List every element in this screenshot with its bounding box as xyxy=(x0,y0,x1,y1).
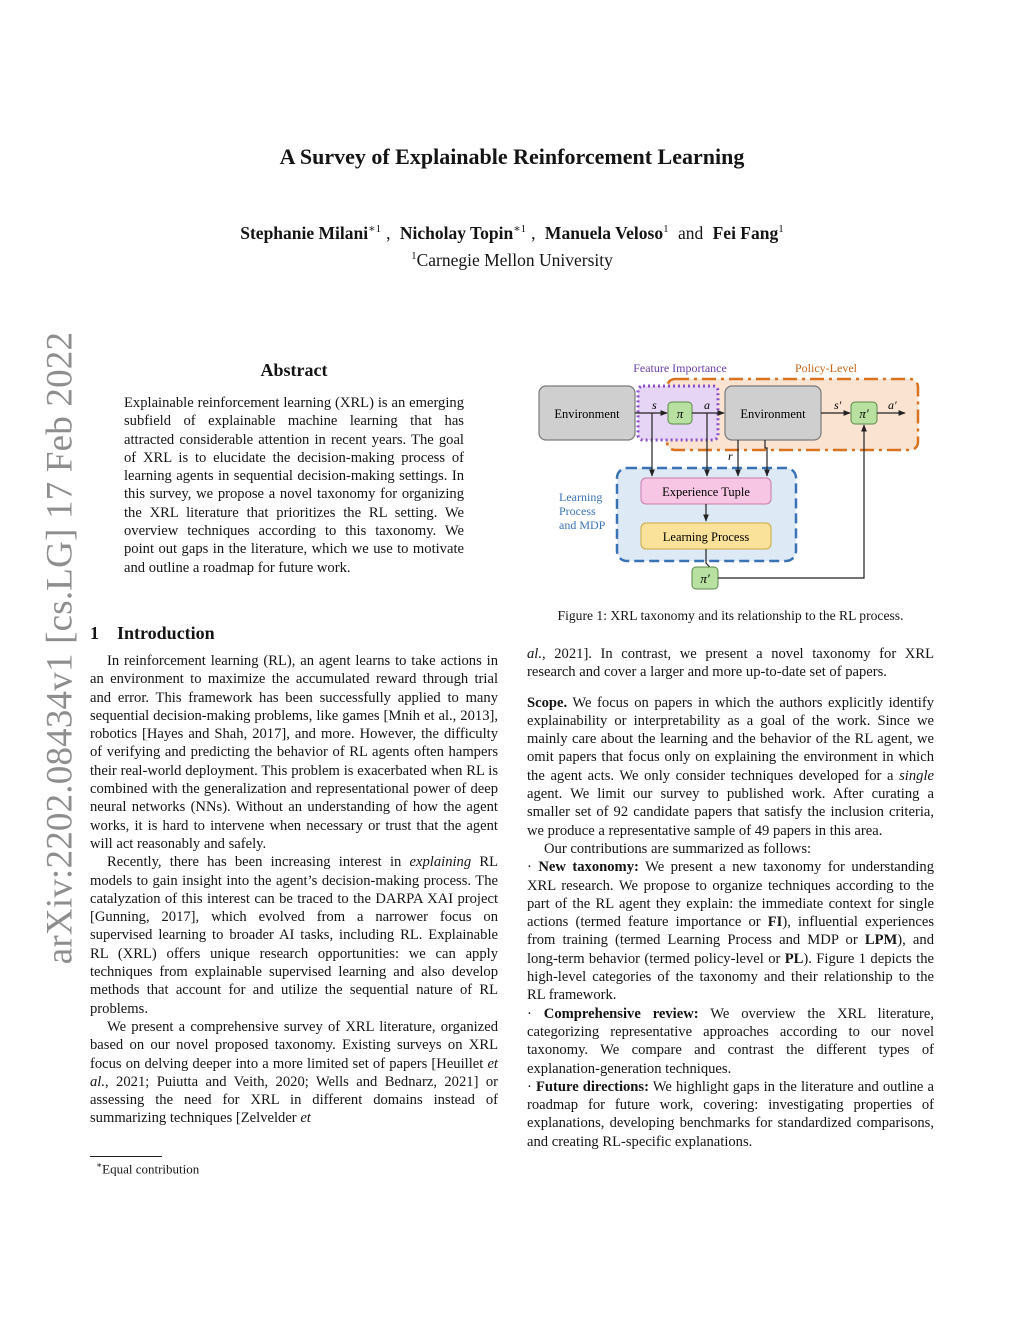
text-run: ). Figure 1 depicts the high-level categories of the taxonomy and their relationship to the RL framework. xyxy=(527,950,934,1004)
lpm-label-2: Process xyxy=(559,504,596,518)
scope-label: Scope. xyxy=(527,694,568,711)
author-name: Stephanie Milani xyxy=(240,222,369,243)
author-name: Fei Fang xyxy=(712,222,779,243)
experience-tuple-label: Experience Tuple xyxy=(662,485,750,499)
author-comma: , xyxy=(531,222,536,243)
text-run: We present a comprehensive survey of XRL literature, organized based on our novel proposed taxonomy. Existing surveys on XRL focus on delving deeper into a more limited set of papers [Heuillet xyxy=(90,1018,498,1072)
bullet-label: Future directions: xyxy=(535,1078,649,1095)
emphasis: et xyxy=(300,1110,311,1127)
emphasis: explaining xyxy=(409,854,472,871)
reward-label: r xyxy=(728,449,733,463)
text-run: ), and long-term behavior (termed policy-level or xyxy=(527,932,935,967)
affiliation-sup: 1 xyxy=(411,250,417,263)
bullet-item xyxy=(527,1078,934,1151)
next-action-label: a′ xyxy=(888,398,897,412)
section-number: 1 xyxy=(90,623,99,643)
taxonomy-figure xyxy=(527,352,934,602)
bullet-label: New taxonomy: xyxy=(538,859,639,876)
paragraph: In reinforcement learning (RL), an agent learns to take actions in an environment to maximize the accumulated reward through trial and error. This framework has been successfully applied to many sequential decision-making problems, like games [Mnih et al., 2013], robotics [Hayes and Shah, 2017], and more. However, the difficulty of verifying and predicting the behavior of RL agents often hampers their real-world deployment. This problem is exacerbated when RL is combined with the generalization and representational power of deep neural networks (NNs). Without an understanding of how the agent works, it is hard to intervene when necessary or trust that the agent will act reasonably and safely. xyxy=(90,653,498,852)
bold-term: PL xyxy=(784,950,804,967)
arxiv-identifier: arXiv:2202.08434v1 [cs.LG] 17 Feb 2022 xyxy=(39,331,81,965)
text-run: RL models to gain insight into the agent’s decision-making process. The catalyzation of this interest can be traced to the DARPA XAI project [Gunning, 2017], which evolved from a narrower focus on supervised learning to broader AI tasks, including RL. Explainable RL (XRL) offers unique research opportunities: we can apply techniques from explainable supervised learning and also develop methods that account for and utilize the sequential nature of RL problems. xyxy=(90,854,499,1017)
feature-importance-label: Feature Importance xyxy=(633,361,727,375)
text-run: , 2021; Puiutta and Veith, 2020; Wells and Bednarz, 2021] or assessing the need for XRL in different domains instead of summarizing techniques [Zelvelder xyxy=(90,1073,498,1127)
policy-symbol: π xyxy=(676,406,684,421)
affiliation-name: Carnegie Mellon University xyxy=(416,250,613,270)
section-title: Introduction xyxy=(117,623,215,643)
footnote-text: Equal contribution xyxy=(102,1161,200,1177)
paragraph xyxy=(90,1018,498,1128)
environment-label-right: Environment xyxy=(740,407,806,421)
author-and: and xyxy=(677,222,704,243)
lpm-label-1: Learning xyxy=(559,490,603,504)
emphasis: single xyxy=(899,767,934,784)
bold-term: FI xyxy=(767,914,783,931)
author-sup: 1 xyxy=(663,223,669,235)
state-label: s xyxy=(652,398,657,412)
bullet-mark: · xyxy=(527,1078,532,1095)
policy-level-label: Policy-Level xyxy=(795,361,857,375)
output-policy-symbol: π′ xyxy=(700,571,710,586)
bullet-item xyxy=(527,1005,934,1078)
bullet-item xyxy=(527,858,934,1004)
text-run: We highlight gaps in the literature and outline a roadmap for future work, covering: investigating properties of explanations, developing benchmarks for standardized comparisons, and creating RL-specific explanations. xyxy=(527,1078,934,1150)
emphasis: al. xyxy=(527,646,542,662)
paragraph: Our contributions are summarized as follows: xyxy=(544,840,812,857)
next-state-label: s′ xyxy=(834,398,842,412)
abstract-heading: Abstract xyxy=(260,360,328,380)
text-run: , 2021]. In contrast, we present a novel taxonomy for XRL research and cover a larger and more up-to-date set of papers. xyxy=(527,646,934,681)
author-list xyxy=(0,222,1024,244)
right-column-body xyxy=(527,645,934,1151)
section-heading xyxy=(90,623,215,644)
figure-caption: Figure 1: XRL taxonomy and its relationship to the RL process. xyxy=(557,608,904,623)
author-sup: ∗1 xyxy=(513,223,527,235)
emphasis: et al. xyxy=(90,1055,498,1090)
left-column-body xyxy=(90,652,498,1128)
scope-paragraph xyxy=(527,694,934,840)
text-run: agent. We limit our survey to published work. After curating a smaller set of 92 candidate papers that satisfy the inclusion criteria, we produce a representative sample of 49 papers in this area. xyxy=(527,786,934,839)
paragraph xyxy=(90,853,498,1018)
abstract-text: Explainable reinforcement learning (XRL) is an emerging subfield of explainable machine learning that has attracted considerable attention in recent years. The goal of XRL is to elucidate the decision-making process of learning agents in sequential decision-making settings. In this survey, we propose a novel taxonomy for organizing the XRL literature that prioritizes the RL setting. We overview techniques according to this taxonomy. We point out gaps in the literature, which we use to motivate and outline a roadmap for future work. xyxy=(124,395,464,576)
paragraph xyxy=(527,645,934,682)
bullet-label: Comprehensive review: xyxy=(543,1005,699,1022)
author-sup: ∗1 xyxy=(368,223,382,235)
author-sup: 1 xyxy=(778,223,784,235)
action-label: a xyxy=(704,398,710,412)
bullet-mark: · xyxy=(527,1005,532,1022)
author-name: Manuela Veloso xyxy=(544,222,664,243)
learning-process-label: Learning Process xyxy=(662,530,750,544)
affiliation xyxy=(0,250,1024,271)
paper-title: A Survey of Explainable Reinforcement Learning xyxy=(279,144,745,169)
footnote xyxy=(96,1160,199,1177)
text-run: We overview the XRL literature, categorizing representative approaches according to our novel taxonomy. We compare and contrast the different types of explanation-generation techniques. xyxy=(527,1005,935,1077)
bold-term: LPM xyxy=(864,932,898,949)
text-run: We focus on papers in which the authors explicitly identify explainability or interpretability as a goal of the work. Since we mainly care about the learning and the behavior of the RL agent, we omit papers that focus only on explaining the environment in which the agent acts. We only consider techniques developed for a xyxy=(527,694,934,784)
bullet-mark: · xyxy=(527,859,532,876)
footnote-mark: ∗ xyxy=(96,1160,103,1170)
footnote-rule xyxy=(90,1156,162,1157)
environment-label-left: Environment xyxy=(554,407,620,421)
text-run: Recently, there has been increasing interest in xyxy=(107,854,410,871)
author-name: Nicholay Topin xyxy=(399,222,514,243)
text-run: ), influential experiences from training (termed Learning Process and MDP or xyxy=(527,914,934,949)
lpm-label-3: and MDP xyxy=(559,518,606,532)
policy-prime-symbol: π′ xyxy=(859,406,869,421)
text-run: We present a new taxonomy for understanding XRL research. We propose to organize techniques according to the part of the RL agent they explain: the immediate context for single actions (termed feature importance or xyxy=(527,859,935,931)
author-comma: , xyxy=(386,222,391,243)
